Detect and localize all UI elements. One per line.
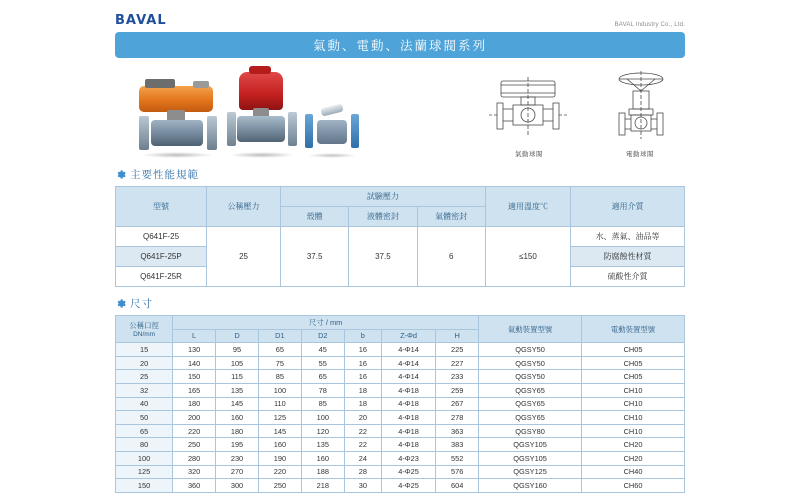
header-seal-gas: 氣體密封	[417, 207, 485, 227]
cell-nominal: 25	[207, 227, 281, 287]
header-col-H: H	[436, 329, 479, 343]
cell-D2: 135	[301, 438, 344, 452]
cell-b: 16	[344, 343, 381, 357]
header-electric-model: 電動裝置型號	[582, 316, 685, 343]
table-row	[116, 465, 685, 479]
cell-pneumatic: QGSY50	[479, 370, 582, 384]
gear-icon	[115, 298, 126, 309]
cell-b: 18	[344, 383, 381, 397]
cell-D1: 110	[258, 397, 301, 411]
cell-H: 227	[436, 356, 479, 370]
cell-temp: ≤150	[485, 227, 570, 287]
drawing-caption-pneumatic: 氣動球閥	[515, 151, 543, 158]
table-row	[116, 397, 685, 411]
cell-dn: 65	[116, 424, 173, 438]
cell-dn: 80	[116, 438, 173, 452]
cell-pneumatic: QGSY50	[479, 343, 582, 357]
cell-electric: CH40	[582, 465, 685, 479]
cell-zd: 4-Φ18	[381, 424, 435, 438]
cell-dn: 150	[116, 479, 173, 493]
cell-media: 防腐蝕性材質	[571, 247, 685, 267]
header-dims: 尺寸 / mm	[173, 316, 479, 330]
cell-b: 22	[344, 438, 381, 452]
cell-H: 383	[436, 438, 479, 452]
cell-H: 233	[436, 370, 479, 384]
cell-D1: 250	[258, 479, 301, 493]
cell-D1: 145	[258, 424, 301, 438]
company-name: BAVAL Industry Co., Ltd.	[614, 22, 685, 28]
cell-dn: 15	[116, 343, 173, 357]
cell-L: 200	[173, 411, 216, 425]
spec-table	[115, 186, 685, 287]
cell-b: 18	[344, 397, 381, 411]
cell-D1: 75	[258, 356, 301, 370]
cell-zd: 4-Φ18	[381, 438, 435, 452]
cell-D2: 65	[301, 370, 344, 384]
cell-H: 225	[436, 343, 479, 357]
page-title: 氣動、電動、法蘭球閥系列	[312, 39, 487, 53]
header-col-L: L	[173, 329, 216, 343]
cell-zd: 4-Φ25	[381, 479, 435, 493]
cell-pneumatic: QGSY65	[479, 383, 582, 397]
cell-D: 195	[216, 438, 259, 452]
electric-valve-drawing	[601, 69, 679, 158]
electric-valve-line-art	[601, 69, 679, 147]
header-col-b: b	[344, 329, 381, 343]
cell-D: 115	[216, 370, 259, 384]
gear-icon	[115, 169, 126, 180]
cell-zd: 4-Φ25	[381, 465, 435, 479]
page-title-banner	[115, 32, 685, 58]
cell-zd: 4-Φ14	[381, 370, 435, 384]
table-row	[116, 343, 685, 357]
cell-L: 320	[173, 465, 216, 479]
header-dn	[116, 316, 173, 343]
cell-H: 267	[436, 397, 479, 411]
cell-D1: 65	[258, 343, 301, 357]
header-test-pressure: 試驗壓力	[281, 187, 486, 207]
cell-dn: 32	[116, 383, 173, 397]
cell-D1: 220	[258, 465, 301, 479]
drawing-caption-electric: 電動球閥	[626, 151, 654, 158]
header-nominal-pressure: 公稱壓力	[207, 187, 281, 227]
cell-electric: CH60	[582, 479, 685, 493]
section-heading-spec	[115, 167, 685, 182]
cell-L: 130	[173, 343, 216, 357]
header-media: 適用介質	[571, 187, 685, 227]
header-col-D2: D2	[301, 329, 344, 343]
cell-b: 30	[344, 479, 381, 493]
cell-zd: 4-Φ14	[381, 343, 435, 357]
cell-model: Q641F-25P	[116, 247, 207, 267]
cell-L: 150	[173, 370, 216, 384]
cell-dn: 125	[116, 465, 173, 479]
cell-D1: 190	[258, 451, 301, 465]
table-header-row	[116, 187, 685, 207]
cell-H: 363	[436, 424, 479, 438]
cell-shell: 37.5	[281, 227, 349, 287]
cell-D2: 160	[301, 451, 344, 465]
cell-D: 300	[216, 479, 259, 493]
cell-D: 270	[216, 465, 259, 479]
page-header	[115, 0, 685, 28]
cell-zd: 4-Φ18	[381, 397, 435, 411]
brand-logo: BAVAL	[115, 13, 167, 28]
cell-electric: CH10	[582, 411, 685, 425]
cell-pneumatic: QGSY65	[479, 397, 582, 411]
header-col-D: D	[216, 329, 259, 343]
cell-electric: CH05	[582, 343, 685, 357]
technical-drawings	[483, 69, 679, 158]
section-title-dim: 尺寸	[130, 298, 153, 310]
table-row	[116, 479, 685, 493]
section-title-spec: 主要性能規範	[130, 169, 199, 181]
cell-D: 105	[216, 356, 259, 370]
cell-pneumatic: QGSY65	[479, 411, 582, 425]
flanged-ball-valve-photo	[303, 102, 361, 158]
cell-gas: 6	[417, 227, 485, 287]
cell-electric: CH05	[582, 356, 685, 370]
table-row	[116, 411, 685, 425]
cell-pneumatic: QGSY50	[479, 356, 582, 370]
cell-D: 145	[216, 397, 259, 411]
cell-D2: 120	[301, 424, 344, 438]
cell-zd: 4-Φ18	[381, 411, 435, 425]
cell-dn: 100	[116, 451, 173, 465]
cell-H: 278	[436, 411, 479, 425]
cell-media: 硫酸性介質	[571, 267, 685, 287]
cell-zd: 4-Φ23	[381, 451, 435, 465]
product-image-band	[115, 63, 685, 158]
header-col-zd: Z-Φd	[381, 329, 435, 343]
cell-electric: CH10	[582, 383, 685, 397]
cell-L: 165	[173, 383, 216, 397]
cell-D2: 45	[301, 343, 344, 357]
cell-b: 28	[344, 465, 381, 479]
header-pneumatic-model: 氣動裝置型號	[479, 316, 582, 343]
electric-ball-valve-photo	[225, 72, 299, 158]
table-row	[116, 424, 685, 438]
cell-media: 水、蒸氣、油品等	[571, 227, 685, 247]
cell-b: 20	[344, 411, 381, 425]
cell-D1: 125	[258, 411, 301, 425]
cell-electric: CH20	[582, 451, 685, 465]
cell-D2: 100	[301, 411, 344, 425]
cell-H: 604	[436, 479, 479, 493]
cell-electric: CH05	[582, 370, 685, 384]
cell-D: 180	[216, 424, 259, 438]
cell-liquid: 37.5	[349, 227, 417, 287]
cell-electric: CH10	[582, 397, 685, 411]
cell-D2: 85	[301, 397, 344, 411]
pneumatic-valve-line-art	[483, 75, 575, 147]
cell-L: 250	[173, 438, 216, 452]
cell-D: 135	[216, 383, 259, 397]
cell-electric: CH20	[582, 438, 685, 452]
cell-D1: 160	[258, 438, 301, 452]
cell-D2: 188	[301, 465, 344, 479]
cell-model: Q641F-25R	[116, 267, 207, 287]
cell-b: 22	[344, 424, 381, 438]
cell-L: 360	[173, 479, 216, 493]
cell-pneumatic: QGSY125	[479, 465, 582, 479]
cell-zd: 4-Φ18	[381, 383, 435, 397]
cell-b: 16	[344, 356, 381, 370]
cell-dn: 25	[116, 370, 173, 384]
header-shell: 殼體	[281, 207, 349, 227]
cell-pneumatic: QGSY80	[479, 424, 582, 438]
product-photos	[135, 72, 361, 158]
cell-D1: 100	[258, 383, 301, 397]
cell-L: 280	[173, 451, 216, 465]
cell-H: 259	[436, 383, 479, 397]
cell-D: 95	[216, 343, 259, 357]
cell-electric: CH10	[582, 424, 685, 438]
cell-D2: 78	[301, 383, 344, 397]
cell-D: 160	[216, 411, 259, 425]
cell-L: 220	[173, 424, 216, 438]
table-row	[116, 227, 685, 247]
cell-b: 16	[344, 370, 381, 384]
table-row	[116, 451, 685, 465]
cell-dn: 20	[116, 356, 173, 370]
header-seal-liquid: 液體密封	[349, 207, 417, 227]
table-row	[116, 383, 685, 397]
dimension-table	[115, 315, 685, 493]
header-model: 型號	[116, 187, 207, 227]
cell-dn: 50	[116, 411, 173, 425]
cell-H: 576	[436, 465, 479, 479]
header-dn-unit: DN/mm	[133, 331, 156, 339]
header-dn-label: 公稱口徑	[129, 321, 159, 331]
cell-H: 552	[436, 451, 479, 465]
table-header-row	[116, 316, 685, 330]
cell-b: 24	[344, 451, 381, 465]
cell-D: 230	[216, 451, 259, 465]
table-row	[116, 438, 685, 452]
cell-zd: 4-Φ14	[381, 356, 435, 370]
section-heading-dim	[115, 296, 685, 311]
pneumatic-ball-valve-photo	[135, 78, 221, 158]
header-col-D1: D1	[258, 329, 301, 343]
cell-L: 180	[173, 397, 216, 411]
cell-L: 140	[173, 356, 216, 370]
cell-dn: 40	[116, 397, 173, 411]
table-row	[116, 370, 685, 384]
cell-pneumatic: QGSY105	[479, 451, 582, 465]
cell-pneumatic: QGSY160	[479, 479, 582, 493]
pneumatic-valve-drawing	[483, 75, 575, 158]
table-row	[116, 356, 685, 370]
cell-D2: 55	[301, 356, 344, 370]
cell-pneumatic: QGSY105	[479, 438, 582, 452]
cell-D1: 85	[258, 370, 301, 384]
header-temperature: 適用溫度℃	[485, 187, 570, 227]
cell-model: Q641F-25	[116, 227, 207, 247]
cell-D2: 218	[301, 479, 344, 493]
